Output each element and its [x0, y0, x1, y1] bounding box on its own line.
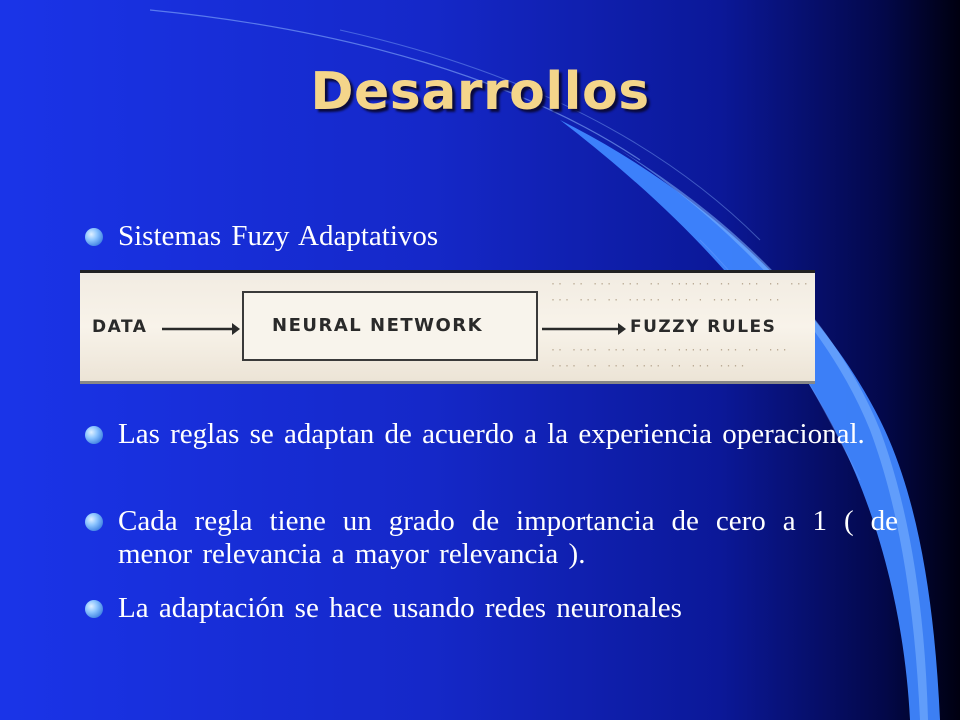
bullet-dot	[85, 228, 103, 246]
diagram-output-label: FUZZY RULES	[630, 317, 777, 337]
bullet-text: La adaptación se hace usando redes neuronales	[118, 592, 682, 624]
slide-title: Desarrollos	[310, 62, 650, 122]
bullet-dot	[85, 600, 103, 618]
diagram-image	[80, 270, 815, 384]
arrow-to-rules-icon	[540, 319, 628, 339]
neural-network-box	[242, 291, 538, 361]
arrow-to-network-icon	[160, 319, 240, 339]
background-scribble: ·· ·· ··· ··· ·· ······ ·· ··· ·· ···	[550, 279, 810, 290]
bullet-text: Las reglas se adaptan de acuerdo a la experiencia operacional.	[118, 418, 865, 450]
diagram-box-label: NEURAL NETWORK	[272, 315, 484, 336]
bullet-dot	[85, 513, 103, 531]
bullet-text: Sistemas Fuzy Adaptativos	[118, 220, 439, 252]
background-scribble: ··· ··· ·· ····· ··· · ···· ·· ··	[550, 295, 782, 306]
background-scribble: ···· ·· ··· ···· ·· ··· ····	[550, 361, 747, 372]
bullet-text: Cada regla tiene un grado de importancia de cero a 1 ( de menor relevancia a mayor relevancia ).	[118, 505, 898, 570]
diagram-input-label: DATA	[92, 317, 148, 337]
background-scribble: ·· ···· ··· ·· ·· ····· ··· ·· ···	[550, 345, 789, 356]
bullet-dot	[85, 426, 103, 444]
